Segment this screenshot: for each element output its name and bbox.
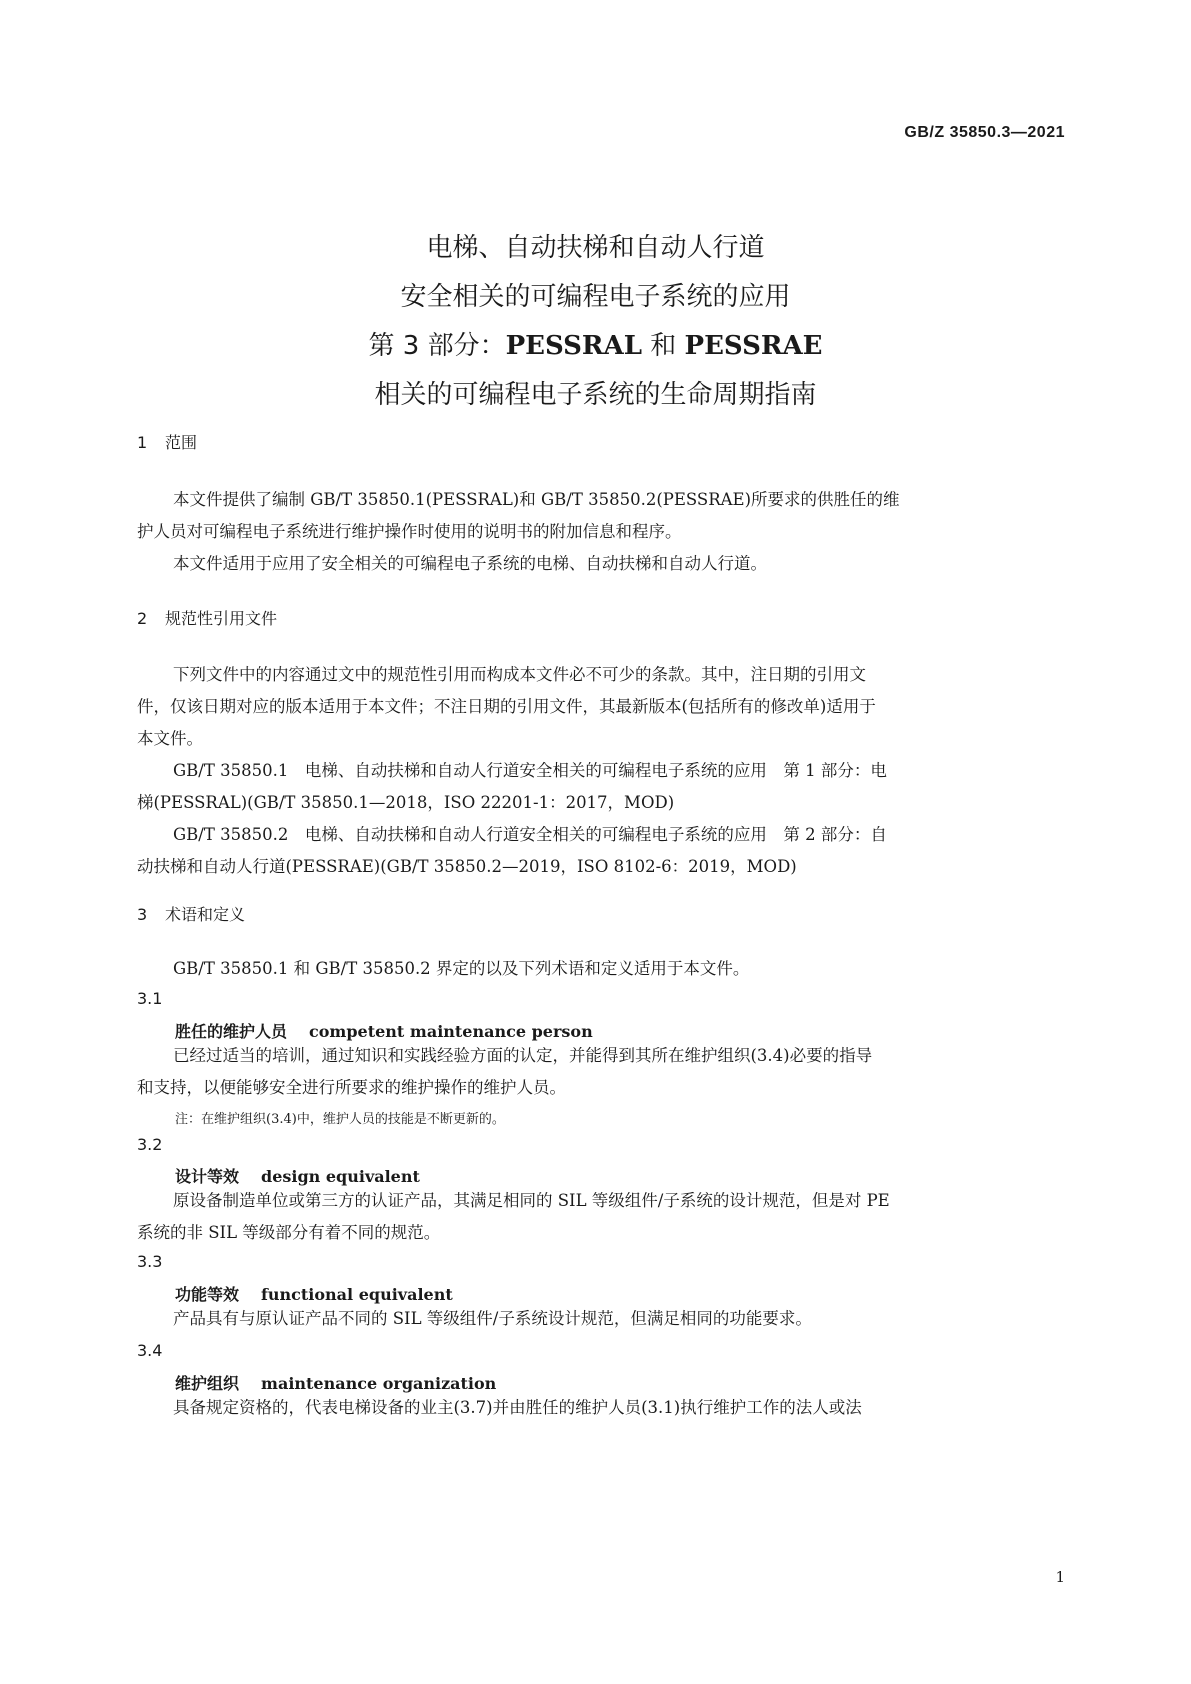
- section-3-heading: [137, 902, 245, 925]
- section-2-title: 规范性引用文件: [165, 609, 278, 628]
- document-title: [0, 224, 1191, 420]
- section-1-number: 1: [137, 433, 148, 452]
- paragraph-line: GB/T 35850.1 和 GB/T 35850.2 界定的以及下列术语和定义适用于本文件。: [173, 959, 750, 978]
- term-name-zh: 胜任的维护人员: [175, 1022, 288, 1041]
- title-pessrae: PESSRAE: [684, 331, 823, 361]
- page-number: 1: [1055, 1568, 1065, 1586]
- term-name: [175, 1019, 593, 1042]
- term-name-en: design equivalent: [261, 1167, 420, 1186]
- standard-number: GB/Z 35850.3—2021: [904, 124, 1065, 141]
- definition-line: 原设备制造单位或第三方的认证产品，其满足相同的 SIL 等级组件/子系统的设计规范，但是对 PE: [173, 1191, 890, 1210]
- term-definition: [137, 1040, 1067, 1104]
- section-1-title: 范围: [165, 433, 198, 452]
- term-number: 3.4: [137, 1341, 163, 1360]
- reference-2: GB/T 35850.2 电梯、自动扶梯和自动人行道安全相关的可编程电子系统的应用 第 2 部分：自: [173, 825, 887, 844]
- section-3-intro: [137, 953, 1067, 985]
- paragraph-line: 护人员对可编程电子系统进行维护操作时使用的说明书的附加信息和程序。: [137, 522, 682, 541]
- reference-1-cont: 梯(PESSRAL)(GB/T 35850.1—2018，ISO 22201-1：2017，MOD): [137, 793, 675, 812]
- term-name-en: maintenance organization: [261, 1374, 497, 1393]
- term-number: 3.2: [137, 1135, 163, 1154]
- title-line-3-prefix: 第 3 部分：: [368, 331, 506, 361]
- term-definition: [137, 1392, 1067, 1424]
- paragraph-line: 本文件提供了编制 GB/T 35850.1(PESSRAL)和 GB/T 35850.2(PESSRAE)所要求的供胜任的维: [173, 490, 900, 509]
- title-line-3: [0, 322, 1191, 371]
- term-name-zh: 设计等效: [175, 1167, 240, 1186]
- term-note: 注：在维护组织(3.4)中，维护人员的技能是不断更新的。: [175, 1112, 505, 1127]
- definition-line: 系统的非 SIL 等级部分有着不同的规范。: [137, 1223, 441, 1242]
- reference-2-cont: 动扶梯和自动人行道(PESSRAE)(GB/T 35850.2—2019，ISO 8102-6：2019，MOD): [137, 857, 797, 876]
- term-name-zh: 维护组织: [175, 1374, 240, 1393]
- section-3-title: 术语和定义: [165, 905, 246, 924]
- section-3-number: 3: [137, 905, 148, 924]
- paragraph-line: 下列文件中的内容通过文中的规范性引用而构成本文件必不可少的条款。其中，注日期的引用文: [173, 665, 866, 684]
- term-name-en: functional equivalent: [261, 1285, 453, 1304]
- term-definition: [137, 1185, 1067, 1249]
- section-2-number: 2: [137, 609, 148, 628]
- term-number: 3.1: [137, 989, 163, 1008]
- title-line-3-mid: 和: [642, 331, 685, 361]
- reference-1: GB/T 35850.1 电梯、自动扶梯和自动人行道安全相关的可编程电子系统的应用 第 1 部分：电: [173, 761, 887, 780]
- term-name: [175, 1164, 420, 1187]
- term-name: [175, 1282, 453, 1305]
- term-number: 3.3: [137, 1252, 163, 1271]
- title-line-2: 安全相关的可编程电子系统的应用: [400, 282, 791, 312]
- definition-line: 具备规定资格的，代表电梯设备的业主(3.7)并由胜任的维护人员(3.1)执行维护工作的法人或法: [173, 1398, 862, 1417]
- definition-line: 已经过适当的培训，通过知识和实践经验方面的认定，并能得到其所在维护组织(3.4)必要的指导: [173, 1046, 873, 1065]
- term-name: [175, 1371, 496, 1394]
- term-name-zh: 功能等效: [175, 1285, 240, 1304]
- section-1-heading: [137, 430, 197, 453]
- title-pessral: PESSRAL: [505, 331, 642, 361]
- section-1-paragraph-1: [137, 484, 1067, 580]
- title-line-1: 电梯、自动扶梯和自动人行道: [426, 233, 765, 263]
- term-name-en: competent maintenance person: [309, 1022, 593, 1041]
- paragraph-line: 件，仅该日期对应的版本适用于本文件；不注日期的引用文件，其最新版本(包括所有的修改单)适用于: [137, 697, 876, 716]
- definition-line: 产品具有与原认证产品不同的 SIL 等级组件/子系统设计规范，但满足相同的功能要求。: [173, 1309, 812, 1328]
- term-definition: [137, 1303, 1067, 1335]
- paragraph-line: 本文件适用于应用了安全相关的可编程电子系统的电梯、自动扶梯和自动人行道。: [173, 554, 767, 573]
- title-line-4: 相关的可编程电子系统的生命周期指南: [374, 380, 817, 410]
- definition-line: 和支持，以便能够安全进行所要求的维护操作的维护人员。: [137, 1078, 566, 1097]
- section-2-paragraph: [137, 659, 1067, 883]
- paragraph-line: 本文件。: [137, 729, 203, 748]
- section-2-heading: [137, 606, 277, 629]
